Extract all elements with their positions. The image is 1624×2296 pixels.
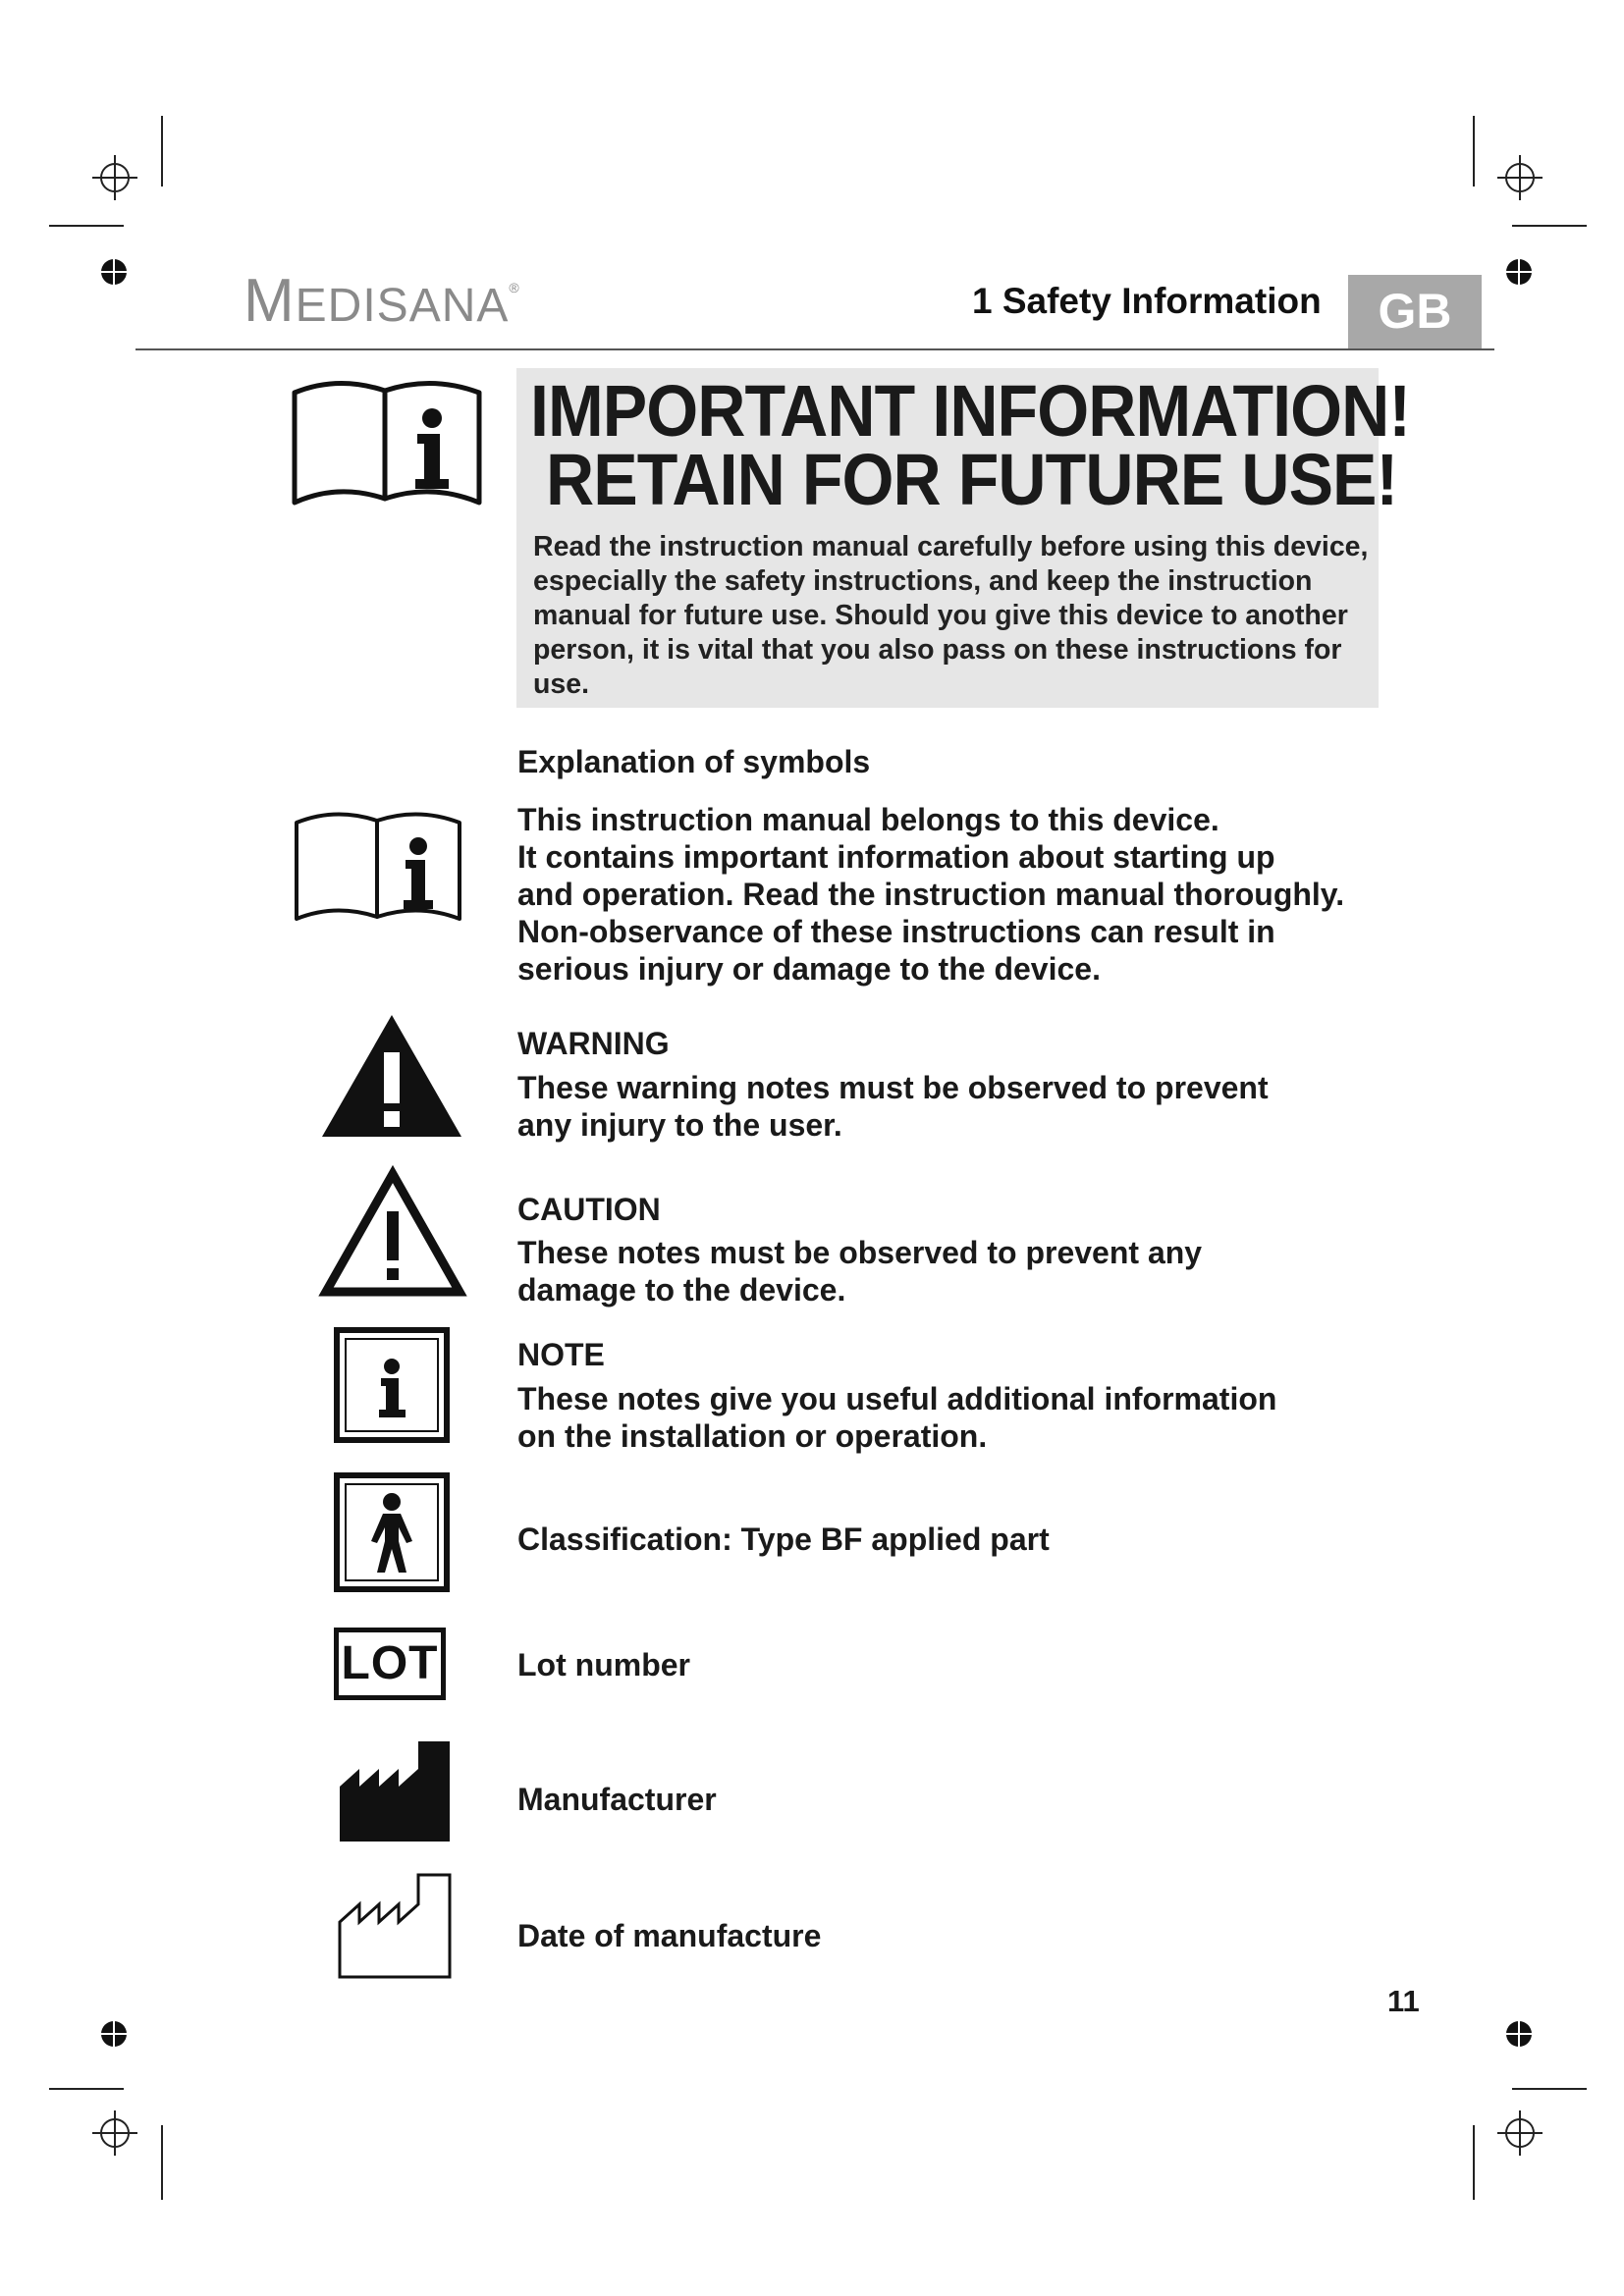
registration-mark-top-left — [90, 153, 139, 202]
registration-dot-bottom-left — [99, 2019, 129, 2049]
page-number: 11 — [1387, 1984, 1420, 2018]
manual-info-icon — [293, 807, 463, 936]
note-line-2: on the installation or operation. — [517, 1418, 988, 1454]
section-title: 1 Safety Information — [972, 281, 1322, 321]
manual-info-line-3: and operation. Read the instruction manual thoroughly. — [517, 877, 1345, 912]
type-bf-icon — [334, 1472, 450, 1592]
date-of-manufacture-label: Date of manufacture — [517, 1918, 822, 1953]
manufacturer-icon — [338, 1739, 454, 1843]
lot-icon — [334, 1628, 446, 1700]
warning-heading: WARNING — [517, 1026, 670, 1061]
important-body-text: Read the instruction manual carefully before using this device, especially the safety instructions, and keep the instruction manual for future use. Should you give this device to another person, it is vital that you also pass on these instructions for use. — [533, 531, 1369, 700]
lot-number-label: Lot number — [517, 1647, 690, 1682]
manufacturer-label: Manufacturer — [517, 1782, 717, 1817]
caution-heading: CAUTION — [517, 1192, 661, 1227]
warning-line-1: These warning notes must be observed to prevent — [517, 1070, 1269, 1105]
date-of-manufacture-icon — [338, 1871, 454, 1979]
brand-logo-text: MEDISANA® — [244, 267, 520, 335]
manual-info-line-5: serious injury or damage to the device. — [517, 951, 1101, 987]
registration-dot-bottom-right — [1504, 2019, 1534, 2049]
symbols-heading: Explanation of symbols — [517, 744, 871, 779]
manual-info-line-4: Non-observance of these instructions can result in — [517, 914, 1275, 949]
type-bf-label: Classification: Type BF applied part — [517, 1522, 1050, 1557]
caution-line-1: These notes must be observed to prevent any — [517, 1235, 1203, 1270]
manual-info-line-1: This instruction manual belongs to this device. — [517, 802, 1219, 837]
brand-logo — [244, 267, 520, 335]
registration-mark-top-right — [1495, 153, 1544, 202]
manual-info-icon-large — [289, 373, 485, 520]
registration-mark-bottom-left — [90, 2109, 139, 2158]
caution-outline-icon — [320, 1168, 465, 1298]
registration-dot-top-left — [99, 257, 129, 287]
important-title-line-1: IMPORTANT INFORMATION! — [530, 370, 1411, 452]
registration-mark-bottom-right — [1495, 2109, 1544, 2158]
important-title-line-2: RETAIN FOR FUTURE USE! — [546, 439, 1398, 520]
caution-line-2: damage to the device. — [517, 1272, 846, 1308]
note-heading: NOTE — [517, 1337, 605, 1372]
warning-line-2: any injury to the user. — [517, 1107, 842, 1143]
header-divider — [135, 348, 1494, 350]
registration-dot-top-right — [1504, 257, 1534, 287]
manual-info-line-2: It contains important information about starting up — [517, 839, 1275, 875]
note-info-icon — [334, 1327, 450, 1443]
warning-filled-icon — [320, 1013, 463, 1139]
language-badge: GB — [1348, 275, 1482, 348]
lot-icon-text: LOT — [341, 1637, 439, 1689]
note-line-1: These notes give you useful additional information — [517, 1381, 1277, 1416]
